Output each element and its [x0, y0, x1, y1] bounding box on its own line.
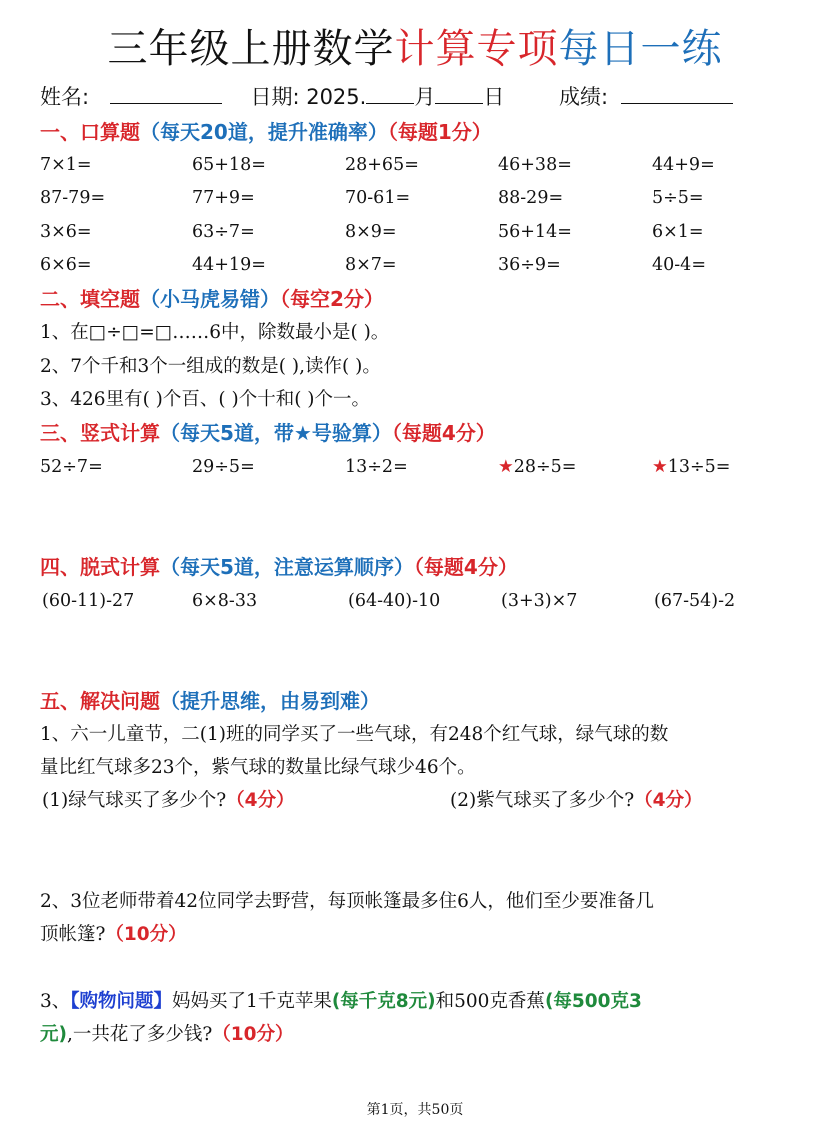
oral-item: 3×6=	[40, 222, 92, 242]
section-problems	[40, 687, 380, 715]
section-problems-title: 五、解决问题	[40, 689, 160, 713]
vertical-expr: 52÷7=	[40, 457, 103, 477]
oral-item: 44+19=	[192, 255, 266, 275]
oral-item: 40-4=	[652, 255, 706, 275]
page-footer: 第1页，共50页	[366, 1102, 464, 1118]
oral-item: 8×7=	[345, 255, 397, 275]
section-fill-title: 二、填空题	[40, 287, 140, 311]
section-oral-note: （每天20道，提升准确率）	[140, 120, 388, 144]
oral-item: 28+65=	[345, 155, 419, 175]
problem-2-line2	[40, 920, 187, 950]
oral-item: 56+14=	[498, 222, 572, 242]
problem-3-price-banana: (每500克3	[544, 991, 642, 1012]
problem-3-points: （10分）	[212, 1024, 294, 1045]
section-vertical-title: 三、竖式计算	[40, 421, 160, 445]
info-line	[40, 82, 733, 112]
star-icon: ★	[498, 457, 514, 477]
fill-question: 1、在□÷□=□……6中，除数最小是( )。	[40, 322, 390, 343]
vertical-item	[498, 452, 576, 482]
problem-3-text-c: ,一共花了多少钱?	[66, 1024, 213, 1045]
section-vertical-score: （每题4分）	[391, 421, 496, 445]
problem-3-line2	[40, 1020, 294, 1050]
name-blank[interactable]	[110, 83, 222, 104]
month-label: 月	[414, 85, 436, 109]
vertical-item	[40, 452, 103, 482]
problem-3-line1	[40, 987, 642, 1017]
day-label: 日	[483, 85, 505, 109]
problem-1-q2-text: (2)紫气球买了多少个?	[450, 790, 635, 811]
problem-1-q2	[450, 786, 703, 816]
vertical-item	[345, 452, 408, 482]
problem-1-q1-points: （4分）	[226, 790, 295, 811]
oral-item: 88-29=	[498, 188, 564, 208]
date-label: 日期: 2025.	[250, 85, 367, 109]
section-fill	[40, 285, 384, 313]
problem-1-q1-text: (1)绿气球买了多少个?	[42, 790, 227, 811]
oral-item: 65+18=	[192, 155, 266, 175]
problem-3-index: 3、	[40, 991, 71, 1012]
problem-2-text: 顶帐篷?	[40, 924, 106, 945]
section-oral-title: 一、口算题	[40, 120, 140, 144]
title-daily: 每日一练	[558, 26, 723, 72]
oral-item: 7×1=	[40, 155, 92, 175]
section-step-note: （每天5道，注意运算顺序）	[160, 555, 414, 579]
step-item: (67-54)-2	[654, 591, 736, 611]
section-oral	[40, 118, 492, 146]
oral-item: 5÷5=	[652, 188, 704, 208]
oral-item: 6×1=	[652, 222, 704, 242]
name-label: 姓名:	[40, 85, 90, 109]
fill-question: 3、426里有( )个百、( )个十和( )个一。	[40, 389, 371, 410]
section-vertical-note: （每天5道，带★号验算）	[160, 421, 392, 445]
vertical-expr: 28÷5=	[513, 457, 577, 477]
star-icon: ★	[652, 457, 668, 477]
problem-1-line2: 量比红气球多23个，紫气球的数量比绿气球少46个。	[40, 757, 476, 778]
section-step-score: （每题4分）	[413, 555, 518, 579]
problem-1-q1	[42, 786, 295, 816]
month-blank[interactable]	[366, 83, 414, 104]
oral-item: 44+9=	[652, 155, 715, 175]
step-item: (60-11)-27	[42, 591, 135, 611]
score-label: 成绩:	[559, 85, 609, 109]
oral-item: 36÷9=	[498, 255, 561, 275]
section-oral-score: （每题1分）	[387, 120, 492, 144]
oral-item: 77+9=	[192, 188, 255, 208]
oral-item: 6×6=	[40, 255, 92, 275]
step-item: (64-40)-10	[348, 591, 441, 611]
section-problems-note: （提升思维，由易到难）	[160, 689, 380, 713]
oral-item: 87-79=	[40, 188, 106, 208]
vertical-expr: 13÷2=	[345, 457, 408, 477]
section-fill-score: （每空2分）	[280, 287, 384, 311]
title-topic: 计算专项	[394, 26, 559, 72]
vertical-expr: 29÷5=	[192, 457, 255, 477]
oral-item: 46+38=	[498, 155, 572, 175]
problem-3-price-apple: (每千克8元)	[331, 991, 436, 1012]
vertical-item	[192, 452, 255, 482]
problem-3-tag: 【购物问题】	[70, 991, 173, 1012]
vertical-item	[652, 452, 730, 482]
problem-3-text-a: 妈妈买了1千克苹果	[172, 991, 332, 1012]
section-vertical	[40, 419, 496, 447]
score-blank[interactable]	[621, 83, 733, 104]
problem-3-price-banana-end: 元)	[40, 1024, 67, 1045]
step-item: (3+3)×7	[501, 591, 578, 611]
problem-1-line1: 1、六一儿童节，二(1)班的同学买了一些气球，有248个红气球，绿气球的数	[40, 724, 669, 745]
problem-3-text-b: 和500克香蕉	[435, 991, 545, 1012]
day-blank[interactable]	[435, 83, 483, 104]
problem-2-points: （10分）	[105, 924, 187, 945]
page-title	[0, 22, 830, 76]
section-step	[40, 553, 518, 581]
section-step-title: 四、脱式计算	[40, 555, 160, 579]
title-grade: 三年级上册数学	[107, 26, 395, 72]
problem-2-line1: 2、3位老师带着42位同学去野营，每顶帐篷最多住6人，他们至少要准备几	[40, 891, 654, 912]
oral-item: 70-61=	[345, 188, 411, 208]
vertical-expr: 13÷5=	[667, 457, 731, 477]
problem-1-q2-points: （4分）	[634, 790, 703, 811]
section-fill-note: （小马虎易错）	[140, 287, 280, 311]
oral-item: 63÷7=	[192, 222, 255, 242]
oral-item: 8×9=	[345, 222, 397, 242]
fill-question: 2、7个千和3个一组成的数是( ),读作( )。	[40, 356, 381, 377]
step-item: 6×8-33	[192, 591, 258, 611]
